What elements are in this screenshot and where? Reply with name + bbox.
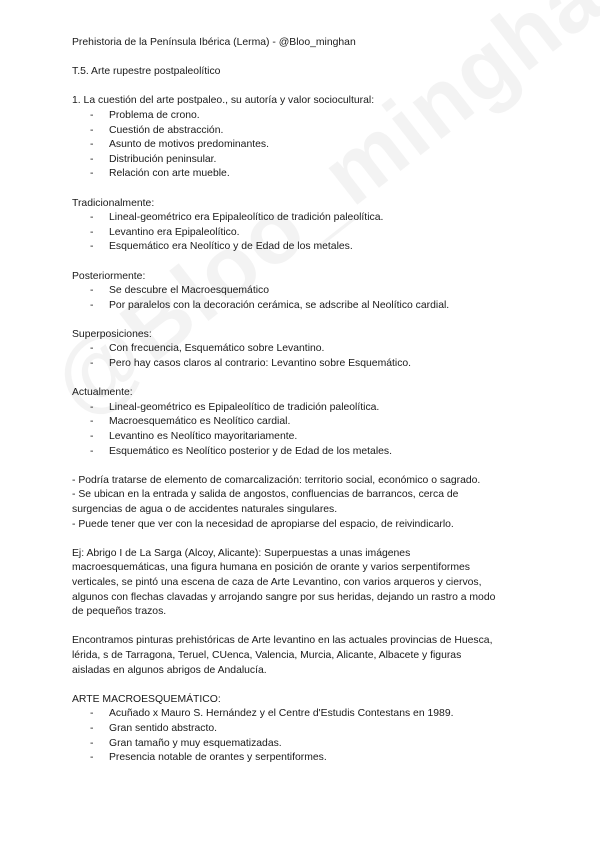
note-line: surgencias de agua o de accidentes naturales singulares. bbox=[72, 504, 338, 515]
paragraph-line: de pequeños trazos. bbox=[72, 606, 167, 618]
list-item: - Se descubre el Macroesquemático bbox=[90, 285, 269, 297]
notes-block bbox=[72, 474, 542, 532]
superposiciones-list bbox=[72, 342, 542, 371]
list-item: - Macroesquemático es Neolítico cardial. bbox=[90, 416, 291, 428]
list-item: - Esquemático era Neolítico y de Edad de los metales. bbox=[90, 241, 353, 253]
list-item: - Lineal-geométrico era Epipaleolítico de tradición paleolítica. bbox=[90, 212, 384, 224]
actual-list bbox=[72, 401, 542, 459]
list-item: - Presencia notable de orantes y serpentiformes. bbox=[90, 752, 327, 764]
distribution-paragraph bbox=[72, 634, 542, 678]
paragraph-line: Ej: Abrigo I de La Sarga (Alcoy, Alicante): Superpuestas a unas imágenes bbox=[72, 547, 411, 559]
list-item: - Gran tamaño y muy esquematizadas. bbox=[90, 737, 282, 749]
list-item: - Asunto de motivos predominantes. bbox=[90, 139, 269, 151]
paragraph-line: verticales, se pintó una escena de caza de Arte Levantino, con varios arqueros y ciervos, bbox=[72, 576, 482, 588]
document-page bbox=[72, 36, 542, 766]
list-item: - Relación con arte mueble. bbox=[90, 168, 230, 180]
example-paragraph bbox=[72, 547, 542, 620]
list-item: - Esquemático es Neolítico posterior y de Edad de los metales. bbox=[90, 445, 393, 457]
tradicional-heading: Tradicionalmente: bbox=[72, 197, 155, 209]
note-line: - Podría tratarse de elemento de comarcalización: territorio social, económico o sagrado. bbox=[72, 474, 481, 486]
section1-list bbox=[72, 109, 542, 182]
topic-title: T.5. Arte rupestre postpaleolítico bbox=[72, 66, 221, 78]
list-item: - Distribución peninsular. bbox=[90, 153, 217, 165]
list-item: - Cuestión de abstracción. bbox=[90, 124, 224, 136]
list-item: - Por paralelos con la decoración cerámica, se adscribe al Neolítico cardial. bbox=[90, 299, 450, 311]
paragraph-line: aisladas en algunos abrigos de Andalucía. bbox=[72, 664, 267, 676]
list-item: - Levantino era Epipaleolítico. bbox=[90, 226, 240, 238]
list-item: - Problema de crono. bbox=[90, 109, 200, 121]
posterior-heading: Posteriormente: bbox=[72, 270, 146, 282]
paragraph-line: macroesquemáticas, una figura humana en posición de orante y varios serpentiformes bbox=[72, 562, 470, 574]
list-item: - Pero hay casos claros al contrario: Levantino sobre Esquemático. bbox=[90, 358, 412, 370]
note-line: - Se ubican en la entrada y salida de angostos, confluencias de barrancos, cerca de bbox=[72, 489, 459, 501]
macro-heading: ARTE MACROESQUEMÁTICO: bbox=[72, 693, 221, 705]
tradicional-list bbox=[72, 211, 542, 255]
paragraph-line: lérida, s de Tarragona, Teruel, CUenca, Valencia, Murcia, Alicante, Albacete y figuras bbox=[72, 649, 462, 661]
note-line: - Puede tener que ver con la necesidad de apropiarse del espacio, de reivindicarlo. bbox=[72, 518, 454, 530]
posterior-list bbox=[72, 284, 542, 313]
list-item: - Gran sentido abstracto. bbox=[90, 722, 218, 734]
superposiciones-heading: Superposiciones: bbox=[72, 328, 152, 340]
section1-heading: 1. La cuestión del arte postpaleo., su autoría y valor sociocultural: bbox=[72, 95, 375, 107]
list-item: - Con frecuencia, Esquemático sobre Levantino. bbox=[90, 343, 325, 355]
list-item: - Acuñado x Mauro S. Hernández y el Centre d'Estudis Contestans en 1989. bbox=[90, 708, 454, 720]
paragraph-line: Encontramos pinturas prehistóricas de Arte levantino en las actuales provincias de Huesca, bbox=[72, 635, 493, 647]
macro-list bbox=[72, 707, 542, 765]
page-header: Prehistoria de la Península Ibérica (Lerma) - @Bloo_minghan bbox=[72, 37, 356, 48]
actual-heading: Actualmente: bbox=[72, 387, 133, 399]
paragraph-line: algunos con flechas clavadas y arrojando sangre por sus heridas, dejando un rastro a modo bbox=[72, 591, 496, 603]
list-item: - Lineal-geométrico es Epipaleolítico de tradición paleolítica. bbox=[90, 401, 380, 413]
list-item: - Levantino es Neolítico mayoritariamente. bbox=[90, 431, 298, 443]
